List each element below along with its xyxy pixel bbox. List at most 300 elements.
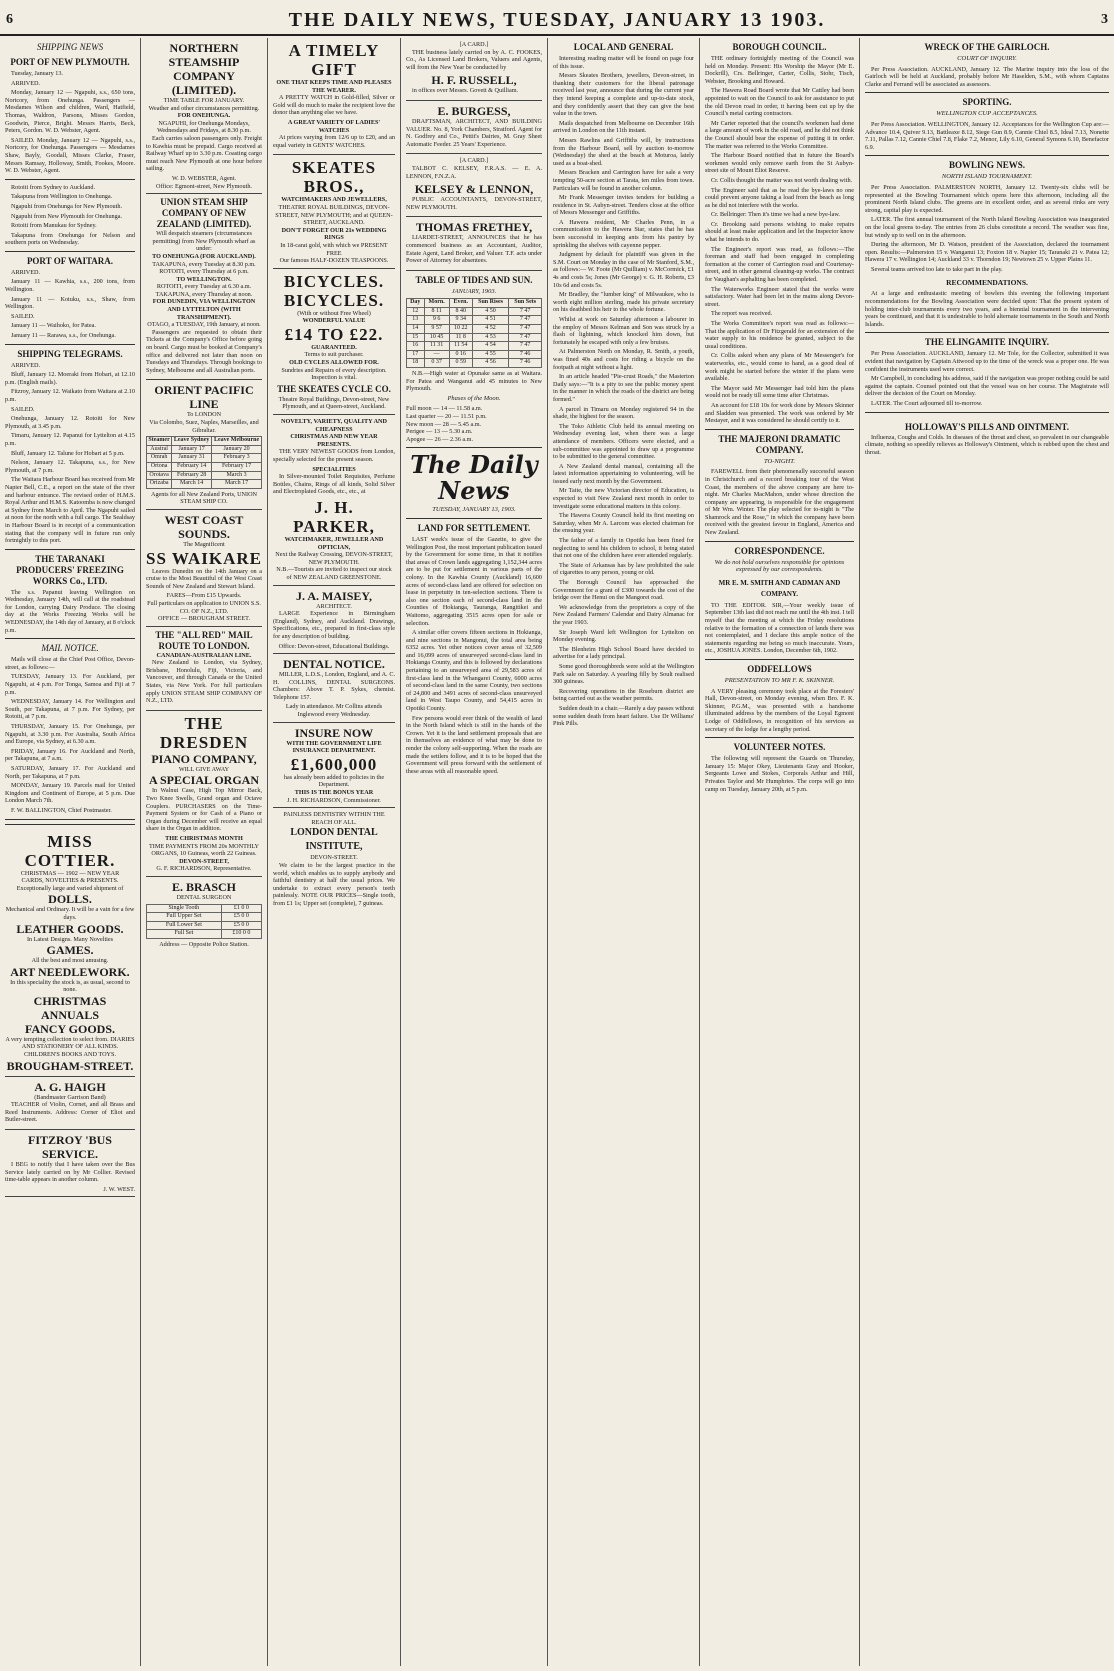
ad-line: TAKAPUNA, every Thursday at noon.	[155, 290, 253, 298]
ad-body: At prices varying from 12/6 up to £20, and an equal variety in GENTS' WATCHES.	[273, 134, 395, 149]
ad-line: Inspection is vital.	[311, 374, 357, 382]
table-cell: Austral	[147, 445, 172, 454]
ad-signature: J. W. WEST.	[103, 1185, 135, 1193]
section-paragraph: January 11 — Kotuku, s.s., Shaw, from Wellington.	[5, 295, 135, 311]
leader-paragraph: LAST week's issue of the Gazette, to give the Wellington Post, the most important publication issued by the Government for some time, in that it notifies that areas of Crown lands aggregating 1,152,344 acres are to be put for settlement in various parts of the colony. In the Kawhia County (Auckland) 16,600 acres of second-class land are offered for selection on lease in perpetuity in ten-selection sections. There is also one section each of second-class land in the Counties of Hokianga, Tauranga, Rangitikei and Waitomo, aggregating 3515 acres open for sale or selection.	[406, 535, 542, 627]
table-cell: 10 45	[424, 333, 449, 342]
leader-title: LAND FOR SETTLEMENT.	[417, 522, 531, 533]
bowling-paragraph: Several teams arrived too late to take part in the play.	[871, 265, 1003, 273]
ad-line: Office: Egmont-street, New Plymouth.	[156, 182, 252, 190]
table-cell: 9 57	[424, 325, 449, 334]
news-paragraph: In an article headed "Pie-crust Roads," the Masterton Daily says:—"It is a pity to see the public money spent in the manner in which the roads of the district are being formed."	[553, 373, 694, 403]
divider	[865, 92, 1109, 93]
section-paragraph: Takapuna from Wellington to Onehunga.	[11, 193, 113, 201]
ad-body: A PRETTY WATCH in Gold-filled, Silver or Gold will do much to make the recipient love the donor than anything else we have.	[273, 94, 395, 117]
news-paragraph: Whilst at work on Saturday afternoon a labourer in the employ of Messrs Kelman and Son was struck by a flash of lightning, which knocked him down, but fortunately he escaped with only a few bruises.	[553, 316, 694, 346]
news-paragraph: Mr Taite, the new Victorian director of Education, is expected to visit New Zealand next month in order to investigate some educational matters in this colony.	[553, 487, 694, 510]
table-cell: January 17	[172, 445, 212, 454]
table-cell: 7 47	[509, 307, 542, 316]
ad-address: Next the Railway Crossing, DEVON-STREET, NEW PLYMOUTH.	[275, 551, 393, 566]
table-row	[147, 904, 262, 913]
council-paragraph: Cr. Bellringer: Then it's time we had a new bye-law.	[711, 211, 840, 219]
table-cell: 4 50	[472, 307, 509, 316]
table-cell: 4 55	[472, 350, 509, 359]
editorial-date: TUESDAY, JANUARY 13, 1903.	[432, 506, 516, 514]
volunteer-article: The following will represent the Guards on Thursday, January 15: Major Okey, Lieutenants Gray and Hooker, Sergeants Lowe and Stokes, Corporals Arthur and Hill, Privates Taylor and Mr Humphries. The corps will go into camp on Tuesday, January 20th, at 5 p.m.	[705, 755, 854, 793]
table-cell: 8 40	[449, 307, 472, 316]
table-cell: 17	[407, 350, 425, 359]
column-editorial	[401, 38, 548, 1666]
ad-line: ONE THAT KEEPS TIME AND PLEASES THE WEARER.	[276, 79, 392, 94]
table-cell: 8 11	[424, 307, 449, 316]
bowling-paragraph: Per Press Association. PALMERSTON NORTH, January 12. Twenty-six clubs will be represented at the Bowling Tournament which opens here this afternoon, including all the prominent North Island clubs. The greens are in excellent order, and as several rinks are very strong, capital play is expected.	[865, 183, 1109, 214]
ad-line: (With or without Free Wheel)	[297, 309, 371, 317]
news-paragraph: The father of a family in Opotiki has been fined for neglecting to send his children to school, it being stated that not one of the children have ever attended regularly.	[553, 537, 694, 560]
table-cell: 7 47	[509, 342, 542, 351]
ad-body: New Zealand to London, via Sydney, Brisbane, Honolulu, Fiji, Victoria, and Vancouver, and through Canada or the United States, via New York. For full particulars apply UNION STEAM SHIP COMPANY OF N.Z., LTD.	[146, 659, 262, 705]
section-paragraph: Ngapuhi from Onehunga for New Plymouth.	[11, 202, 123, 210]
ad-line: WATCHMAKERS AND JEWELLERS,	[281, 196, 387, 204]
moon-title: Phases of the Moon.	[447, 394, 501, 402]
ad-address: BROUGHAM-STREET.	[6, 1058, 134, 1073]
elingamite-heading: THE ELINGAMITE INQUIRY.	[924, 337, 1050, 348]
ad-line: Agents for all New Zealand Ports, UNION STEAM SHIP CO.	[150, 490, 258, 506]
table-cell: 11 31	[424, 342, 449, 351]
table-cell: 4 53	[472, 333, 509, 342]
moon-phases	[406, 405, 542, 443]
wreck-heading: WRECK OF THE GAIRLOCH.	[924, 42, 1050, 52]
table-cell: 12	[407, 307, 425, 316]
ad-line: Address — Opposite Police Station.	[159, 940, 249, 948]
table-row	[407, 333, 542, 342]
ad-body: In Silver-mounted Toilet Requisites, Perfume Bottles, Chains, Rings of all kinds, Solid Silver and Electroplated Goods, etc., etc., at	[273, 473, 395, 496]
ad-body: MILLER, L.D.S., London, England, and A. C. H. COLLINS, DENTAL SURGEONS. Chambers: Above T. P. Sykes, chemist. Telephone 157.	[273, 671, 395, 701]
ad-address: DEVON-STREET.	[310, 854, 358, 862]
ad-line: A GREAT VARIETY OF LADIES' WATCHES	[287, 118, 381, 134]
table-row	[407, 350, 542, 359]
ad-title: A TIMELY GIFT	[288, 41, 380, 79]
ad-company: THE SKEATES CYCLE CO.	[277, 383, 391, 394]
table-cell: 7 47	[509, 325, 542, 334]
ad-heading: LEATHER GOODS.	[16, 921, 124, 936]
section-paragraph: SAILED. Monday, January 12 — Ngapuhi, s.s., Nortcory, for Onehunga. Passengers — Mesdames Shaw, Bayly, Goodall, Misses Clarke, Fraser, Messrs Ramsay, Holloway, Smith, Fookes, Moore. W. D. Webster, Agent.	[5, 136, 135, 175]
ad-haigh	[5, 1077, 135, 1130]
table-cell: £1 0 0	[221, 904, 261, 913]
leader-paragraph: Few persons would ever think of the wealth of land in the North Island which is still in the hands of the Crown. Yet it is the land settlement proposals that are in themselves an evidence of what may be done to render the colony self-supporting. When the roads are made the settlers follow, and it is to be hoped that the Government will press forward with the settlement of these areas with all reasonable speed.	[406, 714, 542, 775]
table-cell: 15	[407, 333, 425, 342]
section-paragraph: January 11 — Waihoko, for Patea.	[11, 322, 96, 330]
table-cell: January 31	[172, 454, 212, 463]
section-paragraph: THURSDAY, January 15. For Onehunga, per Ngapuhi, at 3.30 p.m. For Australia, South Africa and Europe, via Sydney, at 6.30 a.m.	[5, 723, 135, 746]
section-heading: SHIPPING NEWS	[36, 42, 104, 52]
section-paragraph: Onehunga, January 12. Rotoiti for New Plymouth, at 3.45 p.m.	[5, 415, 135, 430]
divider	[5, 251, 135, 252]
news-paragraph: Mr Frank Messenger invites tenders for building a residence in St. Aubyn-street. Tenders close at the office of Messrs Messenger and Griffiths.	[553, 194, 694, 217]
ad-line: OTAGO, a TUESDAY, 19th January, at noon.	[147, 321, 261, 329]
ad-line: N.B.—Tourists are invited to inspect our stock of NEW ZEALAND GREENSTONE.	[276, 566, 392, 581]
correspondence-heading: CORRESPONDENCE.	[734, 545, 825, 556]
ad-body: I BEG to notify that I have taken over the Bus Service lately carried on by Mr Collier. Revised time-table appears in another column.	[5, 1161, 135, 1184]
recommendations-article: At a large and enthusiastic meeting of bowlers this evening the following important recommendations for the Bowling Association were decided upon: That the present system of holding inter-club tournaments every two years, and a biennial tournament in the intervening years be continued, and that it is undesirable to hold alternate tournaments in the South and North Islands.	[865, 290, 1109, 328]
table-cell: 13	[407, 316, 425, 325]
ad-orient-pacific	[146, 380, 262, 510]
ad-line: Weather and other circumstances permitting.	[148, 104, 260, 112]
ad-line: J. H. RICHARDSON, Commissioner.	[287, 796, 381, 804]
sailing-table	[146, 436, 262, 489]
table-header-cell: Even.	[449, 299, 472, 308]
ad-line: NGAPUHI, for Onehunga Mondays, Wednesdays and Fridays, at 8.30 p.m.	[157, 119, 251, 135]
ad-parker-jeweller	[273, 415, 395, 586]
section-paragraph: Bluff, January 12. Talune for Hobart at 5 p.m.	[11, 449, 125, 457]
ad-line: A very tempting collection to select from. DIARIES AND STATIONERY OF ALL KINDS.	[5, 1035, 135, 1051]
column-steamship-ads	[141, 38, 268, 1666]
council-paragraph: The Mayor said Mr Messenger had told him the plans would not be ready till some time after Christmas.	[705, 384, 854, 400]
news-paragraph: At Palmerston North on Monday, R. Smith, a youth, was fined 40s and costs for riding a bicycle on the footpath at night without a light.	[553, 348, 694, 371]
ad-line: has already been added to policies in the Department.	[283, 773, 385, 789]
ad-line: (Bandmaster Garrison Band)	[34, 1093, 106, 1101]
business-notice	[406, 38, 542, 101]
section-paragraph: ARRIVED.	[11, 268, 41, 276]
divider	[5, 549, 135, 550]
notice-body: PUBLIC ACCOUNTANTS, DEVON-STREET, NEW PLYMOUTH.	[406, 196, 542, 211]
council-paragraph: Mr Carter reported that the council's workmen had done a large amount of work in the old road, and he did not think the Council should bear the expense of putting it in order. The matter was referred to the Works Committee.	[705, 119, 854, 150]
section-paragraph: FRIDAY, January 16. For Auckland and North, per Takapuna, at 7 a.m.	[5, 747, 135, 763]
ad-body: We claim to be the largest practice in the world, which enables us to supply anybody and faithful dentistry at half the usual prices. We undertake to extract every person's teeth painlessly. NOTE OUR PRICES—Single tooth, from £1 1s; Upper set (complete), 7 guineas.	[273, 862, 395, 907]
table-cell: 7 47	[509, 316, 542, 325]
table-cell: 14	[407, 325, 425, 334]
section-paragraph: Nelson, January 12. Takapuna, s.s., for New Plymouth, at 7 p.m.	[5, 459, 135, 474]
news-paragraph: Messrs Skeates Brothers, jewellers, Devon-street, in thanking their customers for the liberal patronage received last year, announce that during the current year they intend keeping a complete and up-to-date stock, and they confidently assert that they can give the best value in the town.	[553, 72, 694, 118]
ad-line: CANADIAN-AUSTRALIAN LINE.	[156, 651, 252, 659]
ad-line: Lady in attendance. Mr Collins attends Inglewood every Wednesday.	[285, 703, 383, 719]
table-cell: 7 46	[509, 359, 542, 368]
table-header	[147, 437, 262, 446]
table-body	[147, 445, 262, 488]
table-header-cell: Sun Rises	[472, 299, 509, 308]
notice-body: LIARDET-STREET, ANNOUNCES that he has commenced business as an Accountant, Auditor, Estate Agent, Land Broker, and Valuer. T.F. acts under Power of Attorney for absentees.	[406, 234, 542, 265]
ad-title: UNION STEAM SHIP COMPANY OF NEW ZEALAND (LIMITED).	[156, 197, 252, 230]
table-cell: February 14	[172, 462, 212, 471]
column-borough-council	[700, 38, 860, 1666]
business-notice	[406, 217, 542, 270]
section-paragraph: ARRIVED.	[11, 79, 41, 87]
ad-line: FARES—From £15 Upwards.	[166, 592, 242, 600]
news-paragraph: Sudden death in a chair.—Rarely a day passes without some sudden death from heart failure. Use Dr Williams' Pink Pills.	[553, 704, 694, 728]
ad-title: THE DRESDEN	[159, 713, 249, 752]
ad-title: E. BRASCH	[171, 879, 236, 894]
ad-line: CHILDREN'S BOOKS AND TOYS.	[24, 1051, 116, 1059]
ad-line: Sundries and Repairs of every description.	[281, 366, 387, 374]
business-notices	[406, 38, 542, 271]
moon-phase-item: Apogee — 26 — 2.36 a.m.	[406, 435, 474, 443]
council-paragraph: The Hawera Road Board wrote that Mr Cattley had been appointed to wait on the Council to ask for assistance to put the old Devon road in order, it having been cut up by the Council's metal carting contractors.	[705, 87, 854, 118]
ad-line: ORGANS, 10 Guineas, worth 22 Guineas.	[151, 850, 257, 858]
volunteer-heading: VOLUNTEER NOTES.	[733, 742, 826, 753]
section-heading: BOROUGH COUNCIL.	[732, 42, 827, 52]
moon-phase-item: Last quarter — 20 — 11.51 p.m.	[406, 413, 487, 420]
ad-line: The Magnificent	[183, 540, 225, 548]
ad-line: TIME TABLE FOR JANUARY.	[163, 97, 245, 104]
ad-title: A. G. HAIGH	[34, 1079, 106, 1094]
bowling-article	[865, 184, 1109, 274]
ad-line: Via Colombo, Suez, Naples, Marseilles, and Gibraltar.	[149, 419, 259, 434]
divider	[5, 638, 135, 639]
ad-address: Theatre Royal Buildings, Devon-street, New Plymouth, and at Queen-street, Auckland.	[278, 395, 390, 411]
council-paragraph: THE ordinary fortnightly meeting of the Council was held on Monday. Present: His Worship the Mayor (Mr E. Dockrill), Crs. Bellringer, Carter, Collis, Stohr, Tisch, Webster, Brooking and Howard.	[705, 55, 854, 85]
section-heading: PORT OF WAITARA.	[26, 255, 114, 266]
ad-body: Passengers are requested to obtain their Tickets at the Company's Office before going on board. Cargo must be booked at Company's office and delivered not later than noon on Tuesdays and Thursdays. Through bookings to Sydney, Melbourne and all Australian ports.	[146, 328, 262, 374]
news-paragraph: A New Zealand dental manual, containing all the latest information appertaining to volunteering, will be issued early next month by the Government.	[553, 462, 694, 485]
table-row	[147, 913, 262, 922]
table-cell: Full Upper Set	[147, 913, 222, 922]
table-row	[147, 471, 262, 480]
table-cell: 4 56	[472, 359, 509, 368]
ad-line: CHRISTMAS — 1902 — NEW YEAR	[20, 869, 120, 877]
table-cell: Full Set	[147, 930, 222, 939]
ad-title: FITZROY 'BUS SERVICE.	[28, 1133, 112, 1162]
table-cell: —	[424, 350, 449, 359]
ad-title: THE "ALL RED" MAIL ROUTE TO LONDON.	[155, 629, 253, 651]
sporting-subtitle: WELLINGTON CUP ACCEPTANCES.	[936, 110, 1038, 118]
ad-body: Leaves Dunedin on the 14th January on a cruise to the Most Beautiful of the West Coast Sounds of New Zealand and Stewart Island.	[146, 567, 262, 590]
section-paragraph: MONDAY, January 19. Parcels mail for United Kingdom and Continent of Europe, at 5 p.m. Due London March 7th.	[5, 782, 135, 805]
table-cell: 7 46	[509, 350, 542, 359]
ad-line: THEATRE ROYAL BUILDINGS, DEVON-STREET, NEW PLYMOUTH; and at QUEEN-STREET, AUCKLAND.	[275, 203, 393, 227]
table-cell: February 17	[212, 462, 262, 471]
section-paragraph: ARRIVED.	[11, 361, 41, 369]
news-paragraph: Mails despatched from Melbourne on December 16th arrived in London on the 11th instant.	[553, 119, 694, 135]
ad-miss-cottier	[5, 829, 135, 1077]
ad-line: Full particulars on application to UNION S.S. CO. OF N.Z., LTD.	[147, 599, 261, 615]
divider	[5, 824, 135, 825]
ad-line: DENTAL SURGEON	[176, 893, 232, 901]
ad-title: BICYCLES. BICYCLES.	[283, 271, 385, 310]
section-paragraph: Tuesday, January 13.	[11, 70, 63, 77]
ad-line: PAINLESS DENTISTRY WITHIN THE REACH OF ALL.	[283, 811, 385, 826]
leader-article	[406, 536, 542, 775]
notice-name: THOMAS FRETHEY,	[415, 220, 533, 235]
ad-body: In Walnut Case, High Top Mirror Back, Two Knee Swells, Grand organ and Octave Couplers. PURCHASERS on the Time-Payment System or for Cash of a Piano or Organ during December will receive an equal share in the Organ in addition.	[146, 787, 262, 833]
elingamite-article	[865, 350, 1109, 407]
table-row	[407, 342, 542, 351]
ad-line: In 18-carat gold, with which we PRESENT FREE	[280, 241, 388, 257]
ad-ship-name: SS WAIKARE	[146, 548, 262, 568]
table-cell: 11 8	[449, 333, 472, 342]
ad-line: TO ONEHUNGA (FOR AUCKLAND).	[152, 252, 256, 260]
table-header-cell: Leave Melbourne	[212, 437, 262, 446]
table-cell: £10 0 0	[221, 930, 261, 939]
table-cell: 0 37	[424, 359, 449, 368]
ad-title: WEST COAST SOUNDS.	[164, 512, 244, 541]
section-paragraph: The Waitara Harbour Board has received from Mr Napier Bell, C.E., a report on the state of the river and harbour entrance. The revised order of H.M.S. Royal Arthur and H.M.S. Katoomba is now changed at Sydney from March to April. The Ngapuhi sailed at noon for the north with a full cargo. The Sealdsay in Harbour Board is in receipt of a communication stating that the company will in future run only fortnightly to this port.	[5, 476, 135, 545]
section-paragraph: Takapuna from Onehunga for Nelson and southern ports on Wednesday.	[5, 231, 135, 247]
news-paragraph: A parcel in Timaru on Monday registered 94 in the shade, the highest for the season.	[553, 405, 694, 421]
column-shipping	[0, 38, 141, 1666]
elingamite-paragraph: Per Press Association. AUCKLAND, January 12. Mr Tole, for the Collector, submitted it was evident that navigation by Captain Attwood up to the time of the wreck was a proper one. He was confident the instruments used were correct.	[865, 350, 1109, 373]
notice-body: TALBOT C. KELSEY, F.R.A.S. — E. A. LENNON, F.N.Z.A.	[406, 164, 542, 180]
news-paragraph: The Hawera County Council held its first meeting on Saturday, when Mr A. Larcom was elected chairman for the ensuing year.	[553, 512, 694, 535]
ad-title: DENTAL NOTICE.	[283, 657, 385, 672]
council-paragraph: The Works Committee's report was read as follows:—That the application of Dr Fitzgerald for an extension of the water supply to his residence be granted, subject to the usual conditions.	[705, 320, 854, 350]
ad-line: SPECIALITIES	[312, 465, 356, 473]
sporting-article: Per Press Association. WELLINGTON, January 12. Acceptances for the Wellington Cup are:—Advance 10.4, Quiver 9.13, Battleaxe 8.12, Siege Gun 8.9, Cannie Chiel 8.5, Ideal 7.13, Nonette 7.11, Pallas 7.12, Cannie Chiel 7.8, Flake 7.2, Menor, Lily 6.10, General Symons 6.10, Benefactor 6.9.	[865, 120, 1109, 151]
page-number-left: 6	[6, 12, 13, 27]
ad-amount: £1,600,000	[290, 754, 378, 774]
news-paragraph: Messrs Rawlins and Griffiths will, by instructions from the Harbour Board, sell by auction to-morrow (Wednesday) the shed at the beach at Moturoa, lately used as a boat-shed.	[553, 136, 694, 167]
divider	[406, 447, 542, 448]
table-cell: Single Tooth	[147, 904, 222, 913]
recommendations-heading: RECOMMENDATIONS.	[946, 278, 1028, 288]
table-cell: Omrah	[147, 454, 172, 463]
section-paragraph: SAILED.	[11, 405, 35, 413]
table-cell: 0 59	[449, 359, 472, 368]
divider	[5, 344, 135, 345]
moon-phase-item: Full moon — 14 — 11.58 a.m.	[406, 405, 483, 413]
table-row	[407, 307, 542, 316]
notice-name: H. F. RUSSELL,	[431, 73, 517, 88]
section-heading: THE TARANAKI PRODUCERS' FREEZING WORKS Co., LTD.	[16, 553, 124, 586]
notice-name: E. BURGESS,	[437, 103, 511, 118]
ad-line: WONDERFUL VALUE	[302, 317, 366, 325]
table-row	[407, 325, 542, 334]
ad-title: J. A. MAISEY,	[296, 588, 372, 603]
news-paragraph: Messrs Bracken and Carrington have for sale a very tempting 50-acre section at Tarata, ten miles from town. Particulars will be found in another column.	[553, 169, 694, 192]
section-paragraph: Mails will close at the Chief Post Office, Devon-street, as follows:—	[5, 656, 135, 671]
ad-line: GUARANTEED.	[311, 343, 357, 351]
section-paragraph: Monday, January 12 — Ngapuhi, s.s., 650 tons, Nortcory, from Onehunga. Passengers — Mesdames Wilson and children, Ward, Hatfield, Thomas, Waldron, Parsons, Misses Gordon, Goodwin, Pierce, Bright. Messrs Harris, Beck, Peters, Gordon. W. D. Webster, Agent.	[5, 89, 135, 135]
sporting-heading: SPORTING.	[962, 97, 1012, 108]
ad-union-steamship	[146, 194, 262, 380]
table-row	[147, 454, 262, 463]
ad-skeates-bros	[273, 155, 395, 268]
page-number-right: 3	[1101, 12, 1108, 27]
table-cell: 0 16	[449, 350, 472, 359]
ad-address: DEVON-STREET,	[179, 857, 229, 865]
dramatic-subtitle: TO-NIGHT.	[763, 457, 795, 465]
news-paragraph: The State of Arkansas has by law prohibited the sale of cigarettes to any person, young or old.	[553, 561, 694, 577]
ad-title: LONDON DENTAL INSTITUTE,	[290, 827, 378, 853]
ad-line: FOR DUNEDIN, VIA WELLINGTON AND LYTTELTON (WITH TRANSHIPMENT).	[152, 298, 256, 321]
divider	[705, 541, 854, 542]
ad-title: HOLLOWAY'S PILLS AND OINTMENT.	[904, 421, 1070, 432]
elingamite-paragraph: Mr Campbell, in concluding his address, said if the navigation was proper nothing could be said against the captain. Counsel pointed out that the vessel was on her course. The Magistrate will deliver the decision of the Court on Monday.	[865, 375, 1109, 398]
table-cell: £5 0 0	[221, 913, 261, 922]
ad-body: THE VERY NEWEST GOODS from London, specially selected for the present season.	[273, 448, 395, 463]
newspaper-masthead: THE DAILY NEWS, TUESDAY, JANUARY 13 1903.	[288, 9, 826, 31]
ad-brasch-dental	[146, 877, 262, 952]
table-header-cell: Steamer	[147, 437, 172, 446]
ad-line: G. F. RICHARDSON, Representative.	[156, 865, 252, 873]
table-row	[147, 445, 262, 454]
news-paragraph: The Borough Council has approached the Government for a grant of £300 towards the cost of the bridge over the Henui on the Mangorei road.	[553, 579, 694, 602]
table-cell: January 20	[212, 445, 262, 454]
ad-london-dental-institute	[273, 808, 395, 912]
ad-line: Mechanical and Ordinary. It will be a vain for a few days.	[5, 906, 135, 921]
tide-table	[406, 298, 542, 368]
section-paragraph: Fitzroy, January 12. Waikato from Waitara at 2.10 p.m.	[5, 388, 135, 403]
elingamite-paragraph: LATER. The Court adjourned till to-morrow.	[871, 400, 983, 407]
news-paragraph: Sir Joseph Ward left Wellington for Lyttelton on Monday evening.	[553, 628, 694, 644]
table-header	[407, 299, 542, 308]
ad-maisey-architect	[273, 586, 395, 655]
ad-line: OLD CYCLES ALLOWED FOR.	[289, 359, 379, 367]
table-body	[147, 904, 262, 938]
ad-line: In Latest Designs. Many Novelties	[26, 935, 114, 943]
tide-table-subtitle: JANUARY, 1903.	[451, 287, 497, 295]
ad-line: In this speciality the stock is, as usual, second to none.	[10, 978, 130, 994]
table-cell: 10 22	[449, 325, 472, 334]
news-paragraph: Some good thoroughbreds were sold at the Wellington Park sale on Saturday. A yearling filly by Soult realised 300 guineas.	[553, 662, 694, 686]
table-cell: March 17	[212, 480, 262, 489]
table-cell: 16	[407, 342, 425, 351]
section-paragraph: Timaru, January 12. Papanui for Lyttelton at 4.15 p.m.	[5, 432, 135, 447]
notice-body: in offices over Messrs. Govett & Quilliam.	[412, 87, 519, 95]
ad-insure-now	[273, 723, 395, 809]
ad-line: Our famous HALF-DOZEN TEASPOONS.	[279, 257, 389, 265]
ad-line: ARCHITECT.	[316, 602, 352, 610]
ad-title: MISS COTTIER.	[24, 831, 116, 870]
bowling-heading: BOWLING NEWS.	[948, 160, 1026, 171]
ad-line: Terms to suit purchaser.	[304, 351, 364, 359]
table-row	[147, 930, 262, 939]
dramatic-article: FAREWELL from their phenomenally successful season in Christchurch and a record breaking tour of the West Coast, the members of the above company are here to-night. Mr Charles MacMahon, under whose direction the company are appearing, is responsible for the engagement of Mr Wm. Winter. The play selected for to-night is "The Shamrock and the Rose," in which the company have been received with the greatest favour in England, America and New Zealand.	[705, 468, 854, 537]
ad-line: WATCHMAKER, JEWELLER AND OPTICIAN,	[284, 535, 384, 551]
divider	[865, 412, 1109, 413]
ad-body: TEACHER of Violin, Cornet, and all Brass and Reed Instruments. Address: Corner of Eliot and Butler-street.	[5, 1101, 135, 1124]
divider	[865, 155, 1109, 156]
table-cell: 18	[407, 359, 425, 368]
ad-dresden-piano	[146, 711, 262, 877]
news-items	[553, 55, 694, 728]
table-row	[147, 462, 262, 471]
ad-body: Influenza, Coughs and Colds. In diseases of the throat and chest, so prevalent in our changeable climate, nothing so speedily relieves as Holloway's Ointment, which is rubbed upon the chest and throat.	[865, 433, 1109, 456]
section-paragraph: The s.s. Papanui leaving Wellington on Wednesday, January 14th, will call at the roadstead for London, carrying Dairy Produce. The closing day at the Works Freezing Works will be WEDNESDAY, the 14th day of January, at 8 o'clock p.m.	[5, 588, 135, 634]
news-paragraph: Mr Bradley, the "lumber king" of Milwaukee, who is worth eight million sterling, made his private secretary on his deathbed his heir to the whole fortune.	[553, 291, 694, 314]
council-paragraph: The Engineer's report was read, as follows:—The foreman and staff had been engaged in completing formation at the corner of Carrington road and Courtenay-street, and in other general cleaning-up works. The contract for Vaughan's asphalting has been completed.	[705, 245, 854, 284]
ad-title: ORIENT PACIFIC LINE	[154, 383, 254, 412]
ad-line: ROTOITI, every Tuesday at 6.30 a.m.	[156, 283, 252, 291]
table-cell: Ortona	[147, 462, 172, 471]
notice-label: [A CARD.]	[459, 41, 489, 48]
ad-line: WITH THE GOVERNMENT LIFE INSURANCE DEPARTMENT.	[286, 739, 382, 755]
divider	[5, 179, 135, 180]
ad-body: Each carries saloon passengers only. Freight to Kawhia must be prepaid. Cargo received at Railway Wharf up to 3.30 p.m. Coasting cargo must reach New Plymouth at one hour before sailing.	[146, 134, 262, 173]
ad-heading: ART NEEDLEWORK.	[10, 964, 130, 979]
ad-northern-steamship	[146, 38, 262, 194]
table-row	[147, 480, 262, 489]
business-notice	[406, 101, 542, 154]
ad-line: TO WELLINGTON.	[176, 275, 232, 283]
table-row	[147, 921, 262, 930]
ad-heading: CHRISTMAS ANNUALS	[33, 993, 107, 1022]
column-retail-ads	[268, 38, 401, 1666]
ad-line: TAKAPUNA, every Tuesday at 8.30 p.m.	[152, 260, 256, 268]
divider	[865, 332, 1109, 333]
price-table	[146, 904, 262, 939]
ad-heading: FANCY GOODS.	[25, 1021, 115, 1036]
table-cell: £5 0 0	[221, 921, 261, 930]
table-cell: March 14	[172, 480, 212, 489]
moon-phase-item: Perigee — 13 — 5.30 a.m.	[406, 428, 473, 436]
bowling-subtitle: NORTH ISLAND TOURNAMENT.	[941, 173, 1033, 181]
moon-phase-item: New moon — 28 — 5.45 a.m.	[406, 420, 482, 428]
divider	[5, 819, 135, 820]
ad-line: CARDS, NOVELTIES & PRESENTS. Exceptionally large and varied shipment of	[16, 877, 124, 892]
ad-line: THIS IS THE BONUS YEAR	[294, 789, 374, 797]
table-cell: Full Lower Set	[147, 921, 222, 930]
oddfellows-heading: ODDFELLOWS	[747, 664, 812, 674]
section-paragraph: SATURDAY, January 17. For Auckland and North, per Takapuna, at 7 p.m.	[5, 764, 135, 780]
